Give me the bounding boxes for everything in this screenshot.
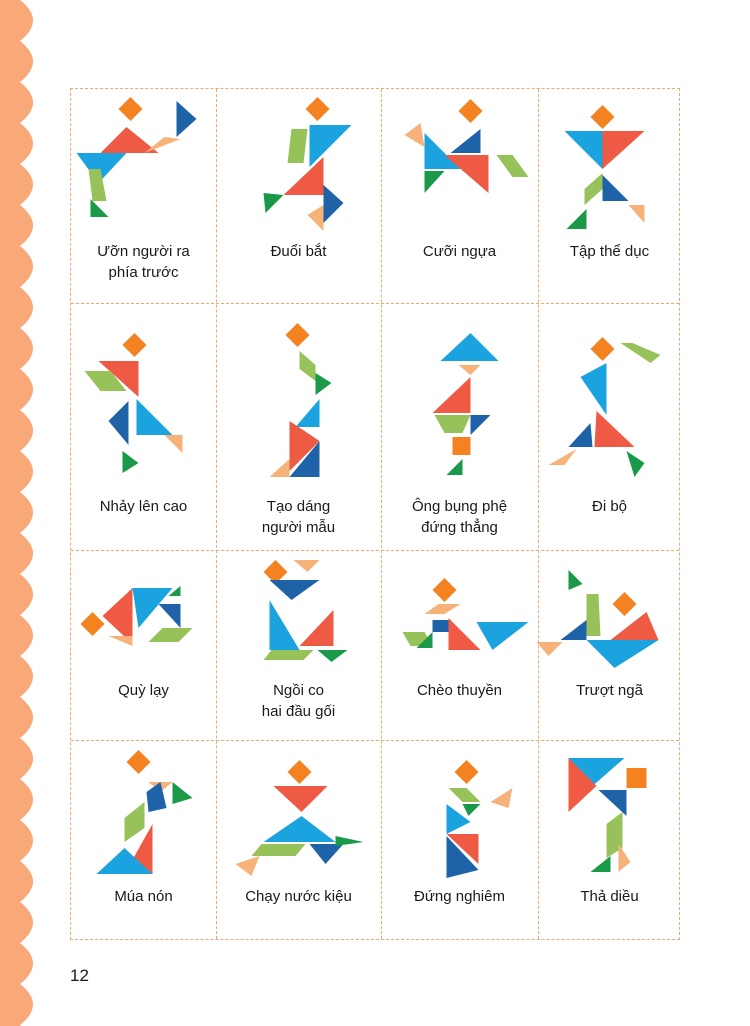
tangram-piece: [324, 185, 344, 223]
tangram-piece: [310, 844, 344, 864]
figure-caption: [216, 241, 381, 262]
caption-line: Thả diều: [580, 888, 639, 905]
tangram-cell: [71, 550, 216, 740]
tangram-cell: [381, 303, 538, 550]
tangram-piece: [433, 578, 457, 602]
tangram-piece: [445, 155, 489, 193]
figure-caption: [538, 680, 681, 701]
tangram-piece: [537, 642, 563, 656]
tangram-piece: [264, 650, 314, 660]
figure-caption: [538, 886, 681, 907]
caption-line: Quỳ lạy: [118, 682, 169, 699]
tangram-piece: [165, 435, 183, 453]
tangram-piece: [629, 205, 645, 223]
tangram-piece: [549, 449, 577, 465]
tangram-piece: [459, 365, 481, 375]
tangram-cell: [71, 303, 216, 550]
caption-line: phía trước: [108, 264, 179, 281]
figure-caption: [216, 680, 381, 722]
tangram-figure: [216, 89, 381, 237]
caption-line: Đứng nghiêm: [414, 888, 505, 905]
tangram-piece: [336, 836, 364, 846]
caption-line: hai đầu gối: [261, 703, 336, 720]
tangram-piece: [145, 137, 181, 153]
tangram-piece: [455, 760, 479, 784]
tangram-piece: [627, 451, 645, 477]
caption-line: Ngồi co: [273, 682, 324, 699]
tangram-piece: [236, 856, 260, 876]
figure-caption: [216, 496, 381, 538]
figure-caption: [71, 886, 216, 907]
tangram-piece: [441, 333, 499, 361]
tangram-piece: [621, 343, 661, 363]
tangram-figure: [71, 89, 216, 237]
figure-caption: [381, 680, 538, 701]
tangram-piece: [463, 804, 481, 816]
tangram-piece: [300, 610, 334, 646]
tangram-piece: [288, 129, 308, 163]
tangram-piece: [599, 790, 627, 816]
tangram-cell: [538, 550, 681, 740]
tangram-piece: [581, 363, 607, 415]
tangram-piece: [169, 586, 181, 596]
tangram-piece: [173, 782, 193, 804]
tangram-piece: [435, 415, 471, 433]
tangram-cell: [381, 740, 538, 941]
tangram-piece: [619, 844, 631, 872]
tangram-piece: [425, 604, 461, 614]
caption-line: Chạy nước kiệu: [245, 888, 352, 905]
caption-line: Đi bộ: [591, 498, 628, 515]
tangram-piece: [286, 323, 310, 347]
tangram-piece: [127, 750, 151, 774]
tangram-piece: [264, 193, 284, 213]
tangram-piece: [270, 580, 320, 600]
tangram-piece: [123, 333, 147, 357]
tangram-piece: [81, 612, 105, 636]
tangram-piece: [270, 600, 300, 650]
tangram-piece: [567, 209, 587, 229]
tangram-piece: [177, 101, 197, 137]
tangram-piece: [123, 451, 139, 473]
figure-caption: [71, 680, 216, 701]
tangram-piece: [109, 401, 129, 445]
tangram-cell: [538, 740, 681, 941]
figure-caption: [381, 496, 538, 538]
tangram-piece: [296, 399, 320, 427]
caption-line: Tập thể dục: [569, 243, 650, 260]
tangram-piece: [613, 592, 637, 616]
tangram-piece: [451, 129, 481, 153]
tangram-figure: [216, 303, 381, 492]
tangram-piece: [561, 620, 587, 640]
figure-caption: [538, 241, 681, 262]
tangram-piece: [627, 768, 647, 788]
tangram-piece: [433, 377, 471, 413]
tangram-figure: [216, 550, 381, 676]
tangram-piece: [569, 423, 593, 447]
tangram-piece: [318, 650, 348, 662]
tangram-cell: [71, 89, 216, 303]
tangram-piece: [449, 618, 481, 650]
caption-line: Trượt ngã: [576, 682, 643, 699]
caption-line: người mẫu: [261, 519, 336, 536]
tangram-piece: [274, 786, 328, 812]
tangram-piece: [453, 437, 471, 455]
caption-line: Múa nón: [114, 888, 173, 905]
tangram-cell: [381, 89, 538, 303]
tangram-piece: [264, 816, 336, 842]
tangram-piece: [109, 636, 133, 646]
tangram-piece: [103, 588, 133, 644]
tangram-figure: [216, 740, 381, 882]
caption-line: Nhảy lên cao: [99, 498, 188, 515]
tangram-piece: [471, 415, 491, 435]
tangram-piece: [491, 788, 513, 808]
tangram-cell: [71, 740, 216, 941]
tangram-figure: [381, 89, 538, 237]
tangram-piece: [294, 560, 320, 572]
tangram-piece: [270, 459, 290, 477]
tangram-figure: [538, 740, 681, 882]
tangram-piece: [477, 622, 529, 650]
caption-line: Ông bụng phệ: [411, 498, 508, 515]
figure-caption: [538, 496, 681, 517]
page-number: 12: [70, 966, 89, 985]
caption-line: Cưỡi ngựa: [422, 243, 497, 260]
tangram-figure: [538, 89, 681, 237]
tangram-cell: [538, 303, 681, 550]
tangram-piece: [137, 399, 173, 435]
tangram-piece: [300, 351, 316, 381]
tangram-piece: [587, 640, 659, 668]
tangram-piece: [449, 788, 481, 802]
caption-line: Ưỡn người ra: [97, 243, 190, 260]
tangram-figure: [381, 550, 538, 676]
caption-line: Đuổi bắt: [270, 243, 327, 260]
tangram-piece: [565, 131, 603, 169]
tangram-piece: [119, 97, 143, 121]
tangram-piece: [497, 155, 529, 177]
tangram-figure: [381, 303, 538, 492]
tangram-piece: [316, 373, 332, 395]
tangram-piece: [433, 620, 449, 632]
tangram-piece: [306, 97, 330, 121]
tangram-piece: [591, 337, 615, 361]
tangram-piece: [159, 604, 181, 628]
caption-line: Tạo dáng: [266, 498, 331, 515]
tangram-cell: [538, 89, 681, 303]
tangram-figure: [538, 550, 681, 676]
tangram-piece: [591, 105, 615, 129]
tangram-piece: [459, 99, 483, 123]
figure-caption: [71, 496, 216, 517]
tangram-grid: [70, 88, 680, 940]
tangram-cell: [381, 550, 538, 740]
tangram-piece: [591, 856, 611, 872]
tangram-piece: [308, 205, 324, 231]
tangram-piece: [611, 612, 659, 640]
tangram-piece: [447, 459, 463, 475]
tangram-piece: [405, 123, 425, 147]
tangram-figure: [71, 550, 216, 676]
tangram-figure: [381, 740, 538, 882]
caption-line: đứng thẳng: [421, 519, 498, 536]
tangram-piece: [91, 199, 109, 217]
caption-line: Chèo thuyền: [416, 682, 503, 699]
tangram-cell: [216, 550, 381, 740]
tangram-piece: [585, 173, 603, 205]
tangram-figure: [538, 303, 681, 492]
figure-caption: [381, 241, 538, 262]
tangram-figure: [71, 303, 216, 492]
figure-caption: [216, 886, 381, 907]
tangram-cell: [216, 303, 381, 550]
tangram-piece: [603, 131, 645, 169]
figure-caption: [381, 886, 538, 907]
tangram-piece: [569, 570, 583, 590]
tangram-piece: [587, 594, 601, 636]
tangram-piece: [125, 802, 145, 842]
figure-caption: [71, 241, 216, 283]
tangram-piece: [310, 125, 352, 167]
tangram-piece: [252, 844, 306, 856]
tangram-piece: [595, 411, 635, 447]
tangram-piece: [288, 760, 312, 784]
tangram-piece: [149, 628, 193, 642]
tangram-cell: [216, 89, 381, 303]
scalloped-page-edge: [0, 0, 46, 1026]
tangram-piece: [425, 171, 445, 193]
tangram-cell: [216, 740, 381, 941]
tangram-piece: [603, 175, 629, 201]
tangram-figure: [71, 740, 216, 882]
